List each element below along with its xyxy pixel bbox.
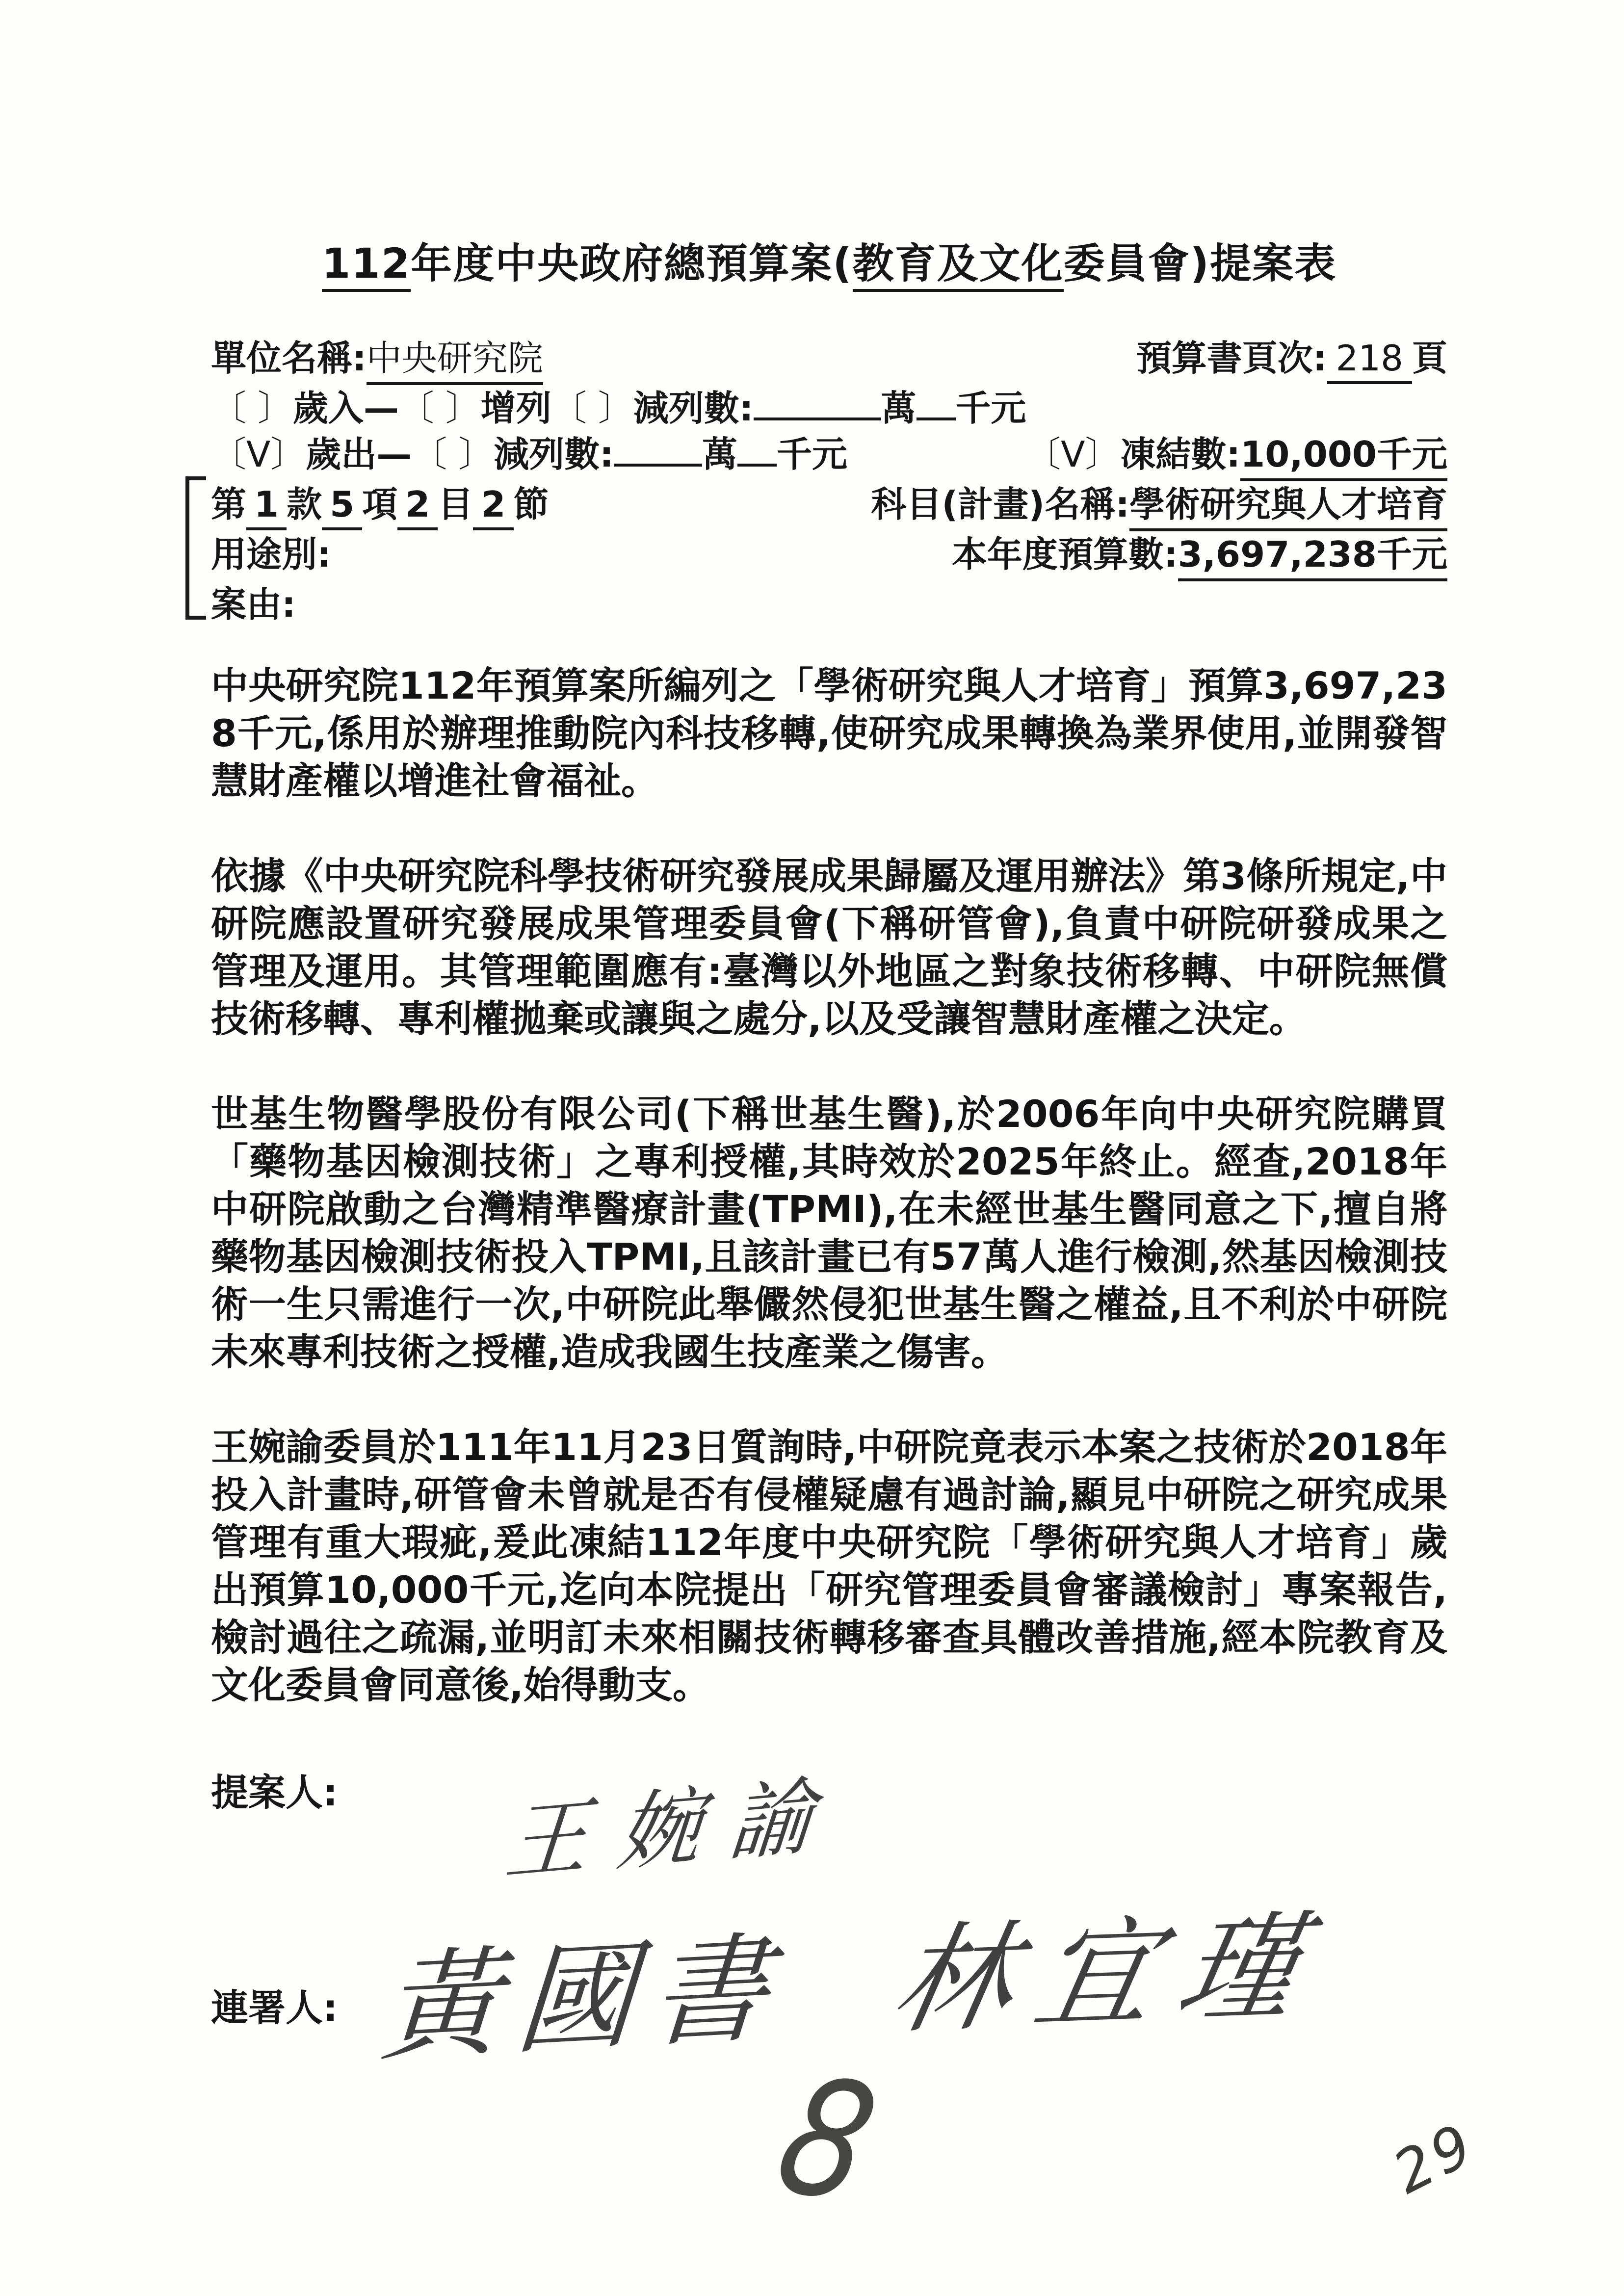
form-row-revenue — [211, 385, 1447, 431]
expense-wan-unit: 萬 — [702, 434, 737, 475]
revenue-group — [211, 385, 1026, 431]
case-paragraph-1: 中央研究院112年預算案所編列之「學術研究與人才培育」預算3,697,238千元,係用於辦理推動院內科技移轉,使研究成果轉換為業界使用,並開發智慧財產權以增進社會福祉。 — [211, 664, 1447, 803]
proposer-label: 提案人: — [211, 1771, 338, 1814]
unit-name-group — [211, 335, 543, 385]
item-mu-value: 2 — [397, 481, 438, 530]
item-kuan-value: 1 — [246, 481, 287, 530]
item-kuan-label: 第 — [211, 484, 247, 525]
decrease-checkbox: 〔 〕 — [551, 388, 633, 429]
budget-page-unit: 頁 — [1412, 338, 1447, 379]
revenue-label: 歲入— — [292, 388, 399, 429]
unit-name-label: 單位名稱: — [211, 338, 367, 379]
subject-label: 科目(計畫)名稱: — [871, 484, 1129, 525]
item-mu-suffix: 目 — [438, 484, 473, 525]
item-xiang-suffix: 項 — [362, 484, 398, 525]
title-mid: 年度中央政府總預算案( — [411, 239, 853, 287]
title-tail: 委員會)提案表 — [1063, 239, 1337, 287]
increase-label: 增列 — [480, 388, 551, 429]
annual-budget-label: 本年度預算數: — [951, 534, 1178, 575]
expense-decrease-label: 減列數: — [494, 434, 614, 475]
usage-group — [211, 531, 331, 577]
revenue-checkbox: 〔 〕 — [211, 388, 293, 429]
left-bracket-mark — [185, 476, 206, 620]
expense-amount-blank — [614, 435, 702, 467]
expense-label: 歲出— — [306, 434, 412, 475]
case-label: 案由: — [211, 584, 296, 625]
form-row-usage — [211, 531, 1447, 581]
proposer-signature-handwritten: 王婉諭 — [501, 1765, 847, 1893]
expense-qian-blank — [737, 435, 777, 467]
item-jie-suffix: 節 — [513, 484, 549, 525]
expense-checkbox-checked: 〔V〕 — [211, 434, 306, 475]
expense-decrease-checkbox: 〔 〕 — [412, 434, 494, 475]
subject-group — [871, 481, 1447, 531]
subject-value: 學術研究與人才培育 — [1129, 481, 1447, 531]
handwritten-page-number: 29 — [1382, 2109, 1486, 2207]
form-row-item — [211, 481, 1447, 531]
budget-page-label: 預算書頁次: — [1136, 338, 1327, 379]
case-paragraph-3: 世基生物醫學股份有限公司(下稱世基生醫),於2006年向中央研究院購買「藥物基因檢測技術」之專利授權,其時效於2025年終止。經查,2018年中研院啟動之台灣精準醫療計畫(TPMI),在未經世基生醫同意之下,擅自將藥物基因檢測技術投入TPMI,且該計畫已有57萬人進行檢測,然基因檢測技術一生只需進行一次,中研院此舉儼然侵犯世基生醫之權益,且不利於中研院未來專利技術之授權,造成我國生技產業之傷害。 — [211, 1092, 1447, 1374]
budget-page-value: 218 — [1327, 335, 1412, 384]
form-row-expense — [211, 431, 1447, 481]
annual-budget-group — [952, 531, 1447, 581]
expense-qian-unit: 千元 — [776, 434, 847, 475]
document-title — [211, 231, 1447, 290]
case-paragraph-4: 王婉諭委員於111年11月23日質詢時,中研院竟表示本案之技術於2018年投入計畫時,研管會未曾就是否有侵權疑慮有過討論,顯見中研院之研究成果管理有重大瑕疵,爰此凍結112年度中央研究院「學術研究與人才培育」歲出預算10,000千元,迄向本院提出「研究管理委員會審議檢討」專案報告,檢討過往之疏漏,並明訂未來相關技術轉移審查具體改善措施,經本院教育及文化委員會同意後,始得動支。 — [211, 1425, 1447, 1707]
decrease-label: 減列數: — [633, 388, 754, 429]
form-row-unit — [211, 335, 1447, 385]
title-year: 112 — [322, 239, 411, 292]
case-paragraph-2: 依據《中央研究院科學技術研究發展成果歸屬及運用辦法》第3條所規定,中研院應設置研究發展成果管理委員會(下稱研管會),負責中研院研發成果之管理及運用。其管理範圍應有:臺灣以外地區之對象技術移轉、中研院無償技術移轉、專利權拋棄或讓與之處分,以及受讓智慧財產權之決定。 — [211, 854, 1447, 1041]
annual-budget-value: 3,697,238千元 — [1178, 531, 1447, 581]
form-row-case — [211, 581, 1447, 627]
revenue-qian-unit: 千元 — [955, 388, 1026, 429]
revenue-wan-unit: 萬 — [881, 388, 917, 429]
budget-page-group — [1136, 335, 1447, 384]
unit-name-value: 中央研究院 — [367, 335, 543, 385]
cosigner-signature-2-handwritten: 林宜瑾 — [882, 1897, 1336, 2051]
freeze-value: 10,000千元 — [1240, 431, 1447, 481]
item-kuan-suffix: 款 — [287, 484, 322, 525]
case-group — [211, 581, 296, 627]
revenue-amount-blank — [754, 389, 881, 420]
form-header-section — [211, 335, 1447, 627]
item-number-group — [211, 481, 549, 530]
revenue-qian-blank — [917, 389, 956, 420]
cosigner-signature-1-handwritten: 黃國書 — [377, 1918, 790, 2078]
title-committee: 教育及文化 — [853, 239, 1064, 292]
cosigner-label: 連署人: — [211, 1986, 338, 2030]
signature-flourish-stroke: 8 — [760, 2042, 893, 2238]
freeze-label: 凍結數: — [1120, 434, 1241, 475]
usage-label: 用途別: — [211, 534, 331, 575]
freeze-checkbox-checked: 〔V〕 — [1025, 434, 1121, 475]
increase-checkbox: 〔 〕 — [398, 388, 481, 429]
item-jie-value: 2 — [473, 481, 513, 530]
item-xiang-value: 5 — [322, 481, 362, 530]
expense-group — [211, 431, 847, 477]
freeze-group — [1025, 431, 1447, 481]
